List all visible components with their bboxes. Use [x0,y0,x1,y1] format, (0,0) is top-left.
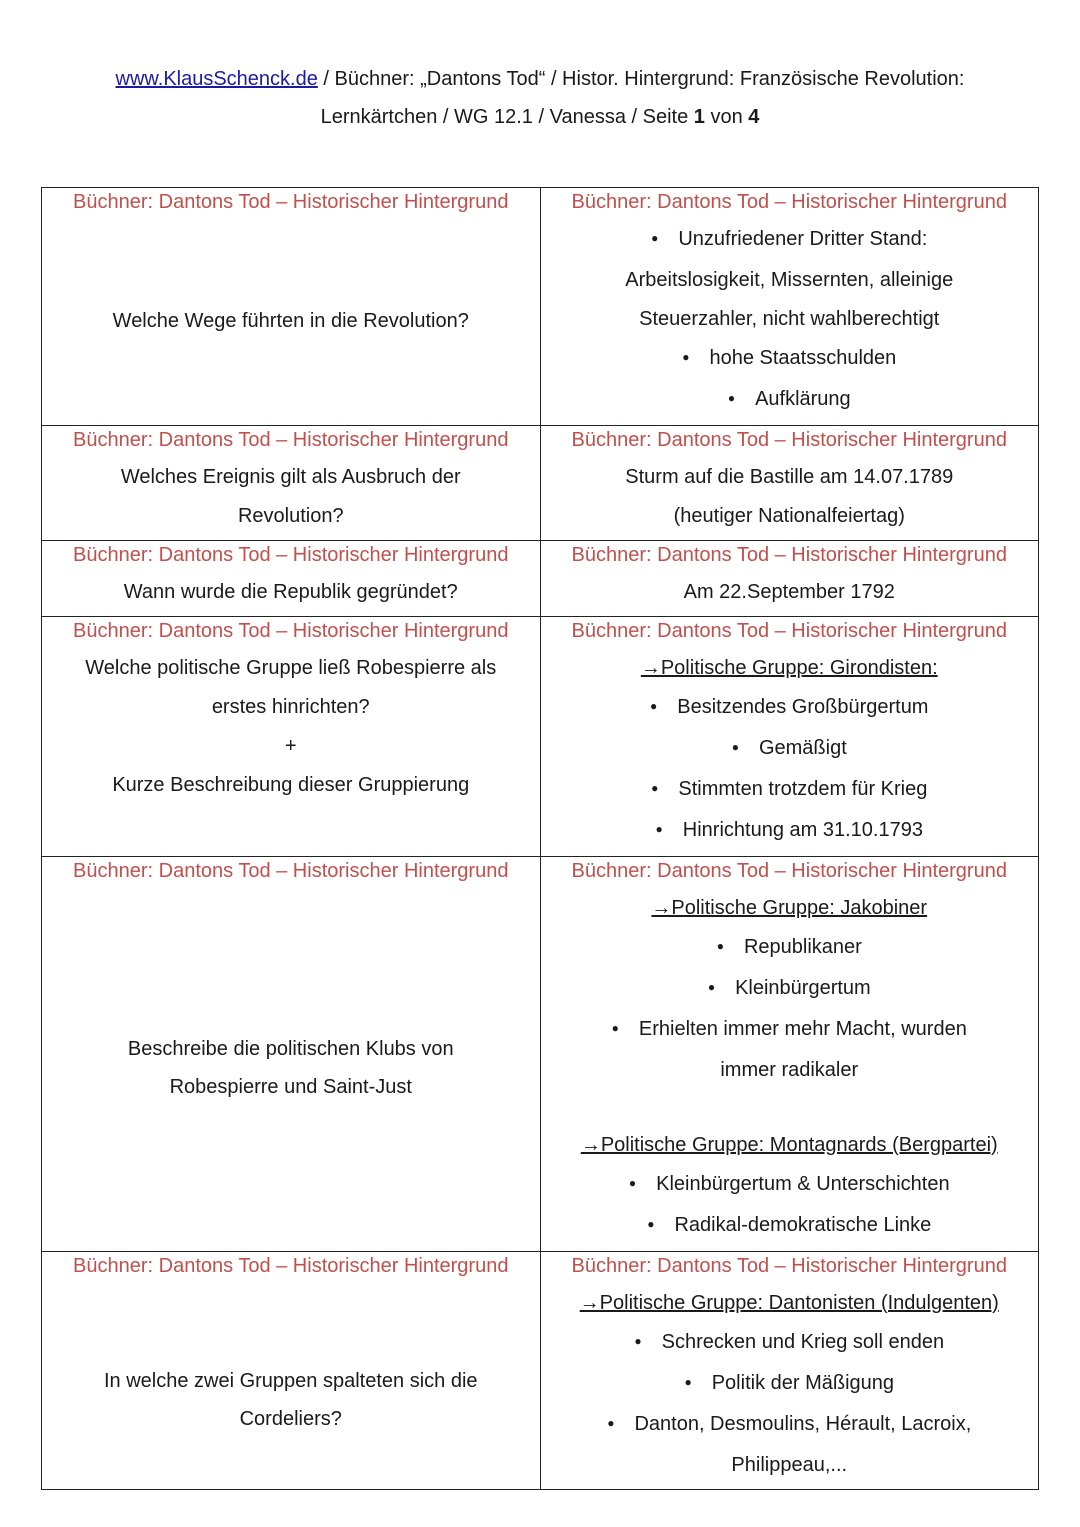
list-item: ● Schrecken und Krieg soll enden [555,1323,1025,1364]
answer-card [540,1252,1039,1490]
page-header [0,60,1080,136]
card-title: Büchner: Dantons Tod – Historischer Hintergrund [571,1255,1007,1277]
list-item: ● Republikaner [555,928,1025,969]
list-item: ● Unzufriedener Dritter Stand: [555,220,1025,261]
card-row [42,857,1039,1252]
question: Welche Wege führten in die Revolution? [112,309,469,332]
card-row [42,541,1039,617]
question: In welche zwei Gruppen spalteten sich die Cordeliers? [103,1369,478,1430]
question: Wann wurde die Republik gegründet? [123,581,458,603]
question-card [42,426,541,541]
question: Welches Ereignis gilt als Ausbruch der Revolution? [120,466,461,527]
list-item: ● Danton, Desmoulins, Hérault, Lacroix, [555,1405,1025,1446]
answer-card [540,541,1039,617]
card-row [42,188,1039,426]
flashcard-table [41,187,1039,1490]
question-card [42,1252,541,1490]
header-line-2: Lernkärtchen / WG 12.1 / Vanessa / Seite 1 von 4 [320,106,760,128]
question: Welche politische Gruppe ließ Robespierre als erstes hinrichten? + Kurze Beschreibung dieser Gruppierung [85,657,497,796]
card-title: Büchner: Dantons Tod – Historischer Hintergrund [73,860,509,882]
question-card [42,541,541,617]
card-row [42,1252,1039,1490]
card-row [42,426,1039,541]
question-card [42,188,541,426]
list-item: ● Besitzendes Großbürgertum [555,688,1025,729]
list-item: ● Radikal-demokratische Linke [555,1206,1025,1247]
list-item: ● Stimmten trotzdem für Krieg [555,770,1025,811]
header-line-1 [0,60,1080,98]
answer [541,645,1039,856]
card-title: Büchner: Dantons Tod – Historischer Hintergrund [73,1255,509,1277]
list-item: ● Gemäßigt [555,729,1025,770]
website-link[interactable]: www.KlausSchenck.de [115,68,318,90]
list-item: ● Hinrichtung am 31.10.1793 [555,811,1025,852]
answer: ● Unzufriedener Dritter Stand: Arbeitslosigkeit, Missernten, alleinige Steuerzahler, nicht wahlberechtigt ● hohe Staatsschulden ● Aufklärung [541,216,1039,425]
answer-card [540,617,1039,857]
card-row [42,617,1039,857]
answer-card [540,857,1039,1252]
card-title: Büchner: Dantons Tod – Historischer Hintergrund [73,191,509,213]
answer: →Politische Gruppe: Dantonisten (Indulgenten) ● Schrecken und Krieg soll enden ● Politik der Mäßigung ● Danton, Desmoulins, Hérault, Lacroix, Philippeau,... [541,1280,1039,1489]
page-total: 4 [748,106,760,128]
list-item: ● Erhielten immer mehr Macht, wurden [555,1010,1025,1051]
page-number: 1 [693,106,705,128]
list-item: ● Aufklärung [555,380,1025,421]
card-title: Büchner: Dantons Tod – Historischer Hintergrund [73,429,509,451]
header-title: / Büchner: „Dantons Tod“ / Histor. Hintergrund: Französische Revolution: [317,68,965,90]
question-card [42,857,541,1252]
card-title: Büchner: Dantons Tod – Historischer Hintergrund [571,191,1007,213]
card-title: Büchner: Dantons Tod – Historischer Hintergrund [571,860,1007,882]
question: Beschreibe die politischen Klubs von Robespierre und Saint-Just [127,1038,454,1098]
group-heading: →Politische Gruppe: Dantonisten (Indulgenten) [579,1292,999,1314]
card-title: Büchner: Dantons Tod – Historischer Hintergrund [571,620,1007,642]
answer: Sturm auf die Bastille am 14.07.1789 (heutiger Nationalfeiertag) [625,466,954,527]
list-item: ● Kleinbürgertum & Unterschichten [555,1165,1025,1206]
group-heading: →Politische Gruppe: Jakobiner [651,897,928,919]
answer: Am 22.September 1792 [683,581,895,603]
answer: →Politische Gruppe: Jakobiner ● Republikaner ● Kleinbürgertum ● Erhielten immer mehr Macht, wurden immer radikaler →Politische Gruppe: Montagnards (Bergpartei) ● Kleinbürgertum & Unterschichten ● Radikal-demokratische Linke [541,885,1039,1251]
question-card [42,617,541,857]
card-title: Büchner: Dantons Tod – Historischer Hintergrund [571,544,1007,566]
list-item: ● Kleinbürgertum [555,969,1025,1010]
card-title: Büchner: Dantons Tod – Historischer Hintergrund [571,429,1007,451]
group-heading: →Politische Gruppe: Girondisten: [640,657,938,679]
answer-card [540,188,1039,426]
group-heading: →Politische Gruppe: Montagnards (Bergpartei) [580,1134,998,1156]
card-title: Büchner: Dantons Tod – Historischer Hintergrund [73,544,509,566]
card-title: Büchner: Dantons Tod – Historischer Hintergrund [73,620,509,642]
list-item: ● hohe Staatsschulden [555,339,1025,380]
answer-card [540,426,1039,541]
list-item: ● Politik der Mäßigung [555,1364,1025,1405]
